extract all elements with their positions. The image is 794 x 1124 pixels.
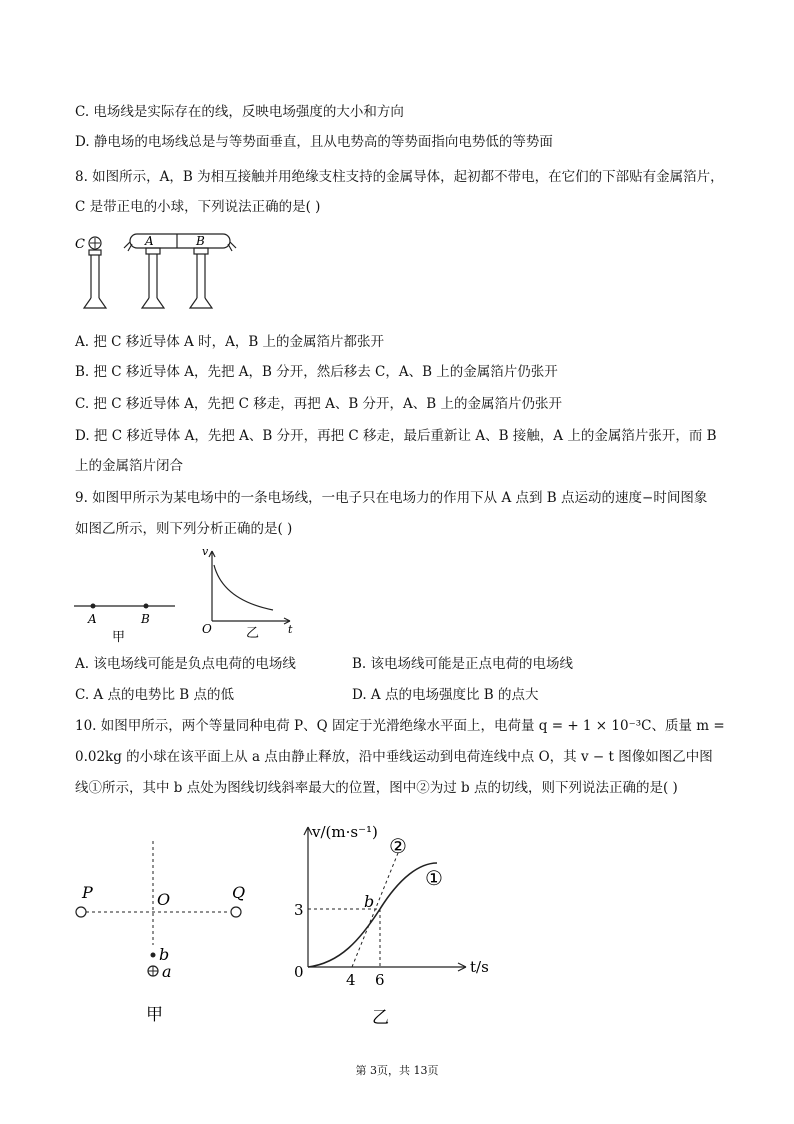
stand-b (190, 248, 212, 308)
q9-label-o: O (202, 622, 212, 636)
q10-label-b: b (159, 945, 170, 964)
q10-stem-line2: 0.02kg 的小球在该平面上从 a 点由静止释放，沿中垂线运动到电荷连线中点 O，其 v − t 图像如图乙中图 (75, 749, 713, 765)
velocity-curve (214, 565, 273, 610)
q9-fig-jia (72, 545, 182, 645)
q10-label-curve1: ① (425, 866, 443, 890)
q10-caption-yi: 乙 (372, 1008, 389, 1028)
option-c-prev: C. 电场线是实际存在的线，反映电场强度的大小和方向 (75, 104, 404, 120)
point-b (144, 604, 149, 609)
q9-option-c: C. A 点的电势比 B 点的低 (75, 687, 234, 703)
q8-option-d-line2: 上的金属箔片闭合 (75, 458, 183, 474)
q8-figure (72, 228, 242, 318)
q8-label-b: B (196, 234, 205, 248)
q8-stem-line1: 8. 如图所示，A，B 为相互接触并用绝缘支柱支持的金属导体，起初都不带电，在它们的下部贴有金属箔片， (75, 169, 724, 185)
q10-label-q: Q (232, 883, 246, 902)
q10-label-b: b (364, 892, 375, 911)
page-footer: 第 3页，共 13页 (355, 1064, 439, 1077)
q9-stem-line1: 9. 如图甲所示为某电场中的一条电场线，一电子只在电场力的作用下从 A 点到 B 点运动的速度−时间图象 (75, 490, 708, 506)
q9-stem-line2: 如图乙所示，则下列分析正确的是( ) (75, 521, 293, 537)
point-b (151, 953, 156, 958)
q10-label-a: a (162, 962, 172, 981)
q10-tick-origin: 0 (294, 963, 304, 981)
q10-label-o: O (157, 890, 171, 909)
option-d-prev: D. 静电场的电场线总是与等势面垂直，且从电势高的等势面指向电势低的等势面 (75, 134, 553, 150)
q9-option-b: B. 该电场线可能是正点电荷的电场线 (352, 656, 574, 672)
tangent-line-2 (352, 853, 398, 967)
q10-tick-v3: 3 (294, 901, 304, 919)
conductor-ab (124, 234, 236, 251)
q10-fig-yi (280, 815, 520, 1030)
q9-fig-yi (198, 545, 308, 645)
charge-p (76, 907, 86, 917)
q10-ylabel: v/(m·s⁻¹) (312, 823, 378, 841)
q9-option-a: A. 该电场线可能是负点电荷的电场线 (75, 656, 296, 672)
q9-option-d: D. A 点的电场强度比 B 的点大 (352, 687, 539, 703)
q10-xlabel: t/s (470, 958, 489, 976)
q8-label-c: C (75, 237, 85, 252)
q9-label-t: t (288, 623, 293, 636)
q10-fig-jia (72, 835, 252, 1030)
q9-label-b: B (141, 612, 150, 626)
charge-q (231, 907, 241, 917)
q10-tick-t4: 4 (346, 971, 356, 989)
q8-option-d-line1: D. 把 C 移近导体 A，先把 A、B 分开，再把 C 移走，最后重新让 A、B 接触，A 上的金属箔片张开，而 B (75, 428, 717, 444)
q10-stem-line3: 线①所示，其中 b 点处为图线切线斜率最大的位置，图中②为过 b 点的切线，则下列说法正确的是( ) (75, 780, 678, 796)
q8-option-b: B. 把 C 移近导体 A，先把 A，B 分开，然后移去 C，A、B 上的金属箔片仍张开 (75, 364, 558, 380)
point-a (91, 604, 96, 609)
q8-label-a: A (145, 234, 154, 248)
q10-label-line2: ② (389, 834, 407, 858)
q9-label-v: v (202, 545, 209, 558)
q9-caption-jia: 甲 (112, 630, 126, 645)
stand-c (84, 250, 106, 308)
stand-a (142, 248, 164, 308)
q10-tick-t6: 6 (375, 971, 385, 989)
q9-caption-yi: 乙 (246, 626, 260, 641)
q10-stem-line1: 10. 如图甲所示，两个等量同种电荷 P、Q 固定于光滑绝缘水平面上，电荷量 q = + 1 × 10⁻³C、质量 m = (75, 718, 725, 734)
q8-stem-line2: C 是带正电的小球，下列说法正确的是( ) (75, 199, 321, 215)
q10-caption-jia: 甲 (146, 1005, 163, 1025)
q8-option-c: C. 把 C 移近导体 A，先把 C 移走，再把 A、B 分开，A、B 上的金属箔片仍张开 (75, 396, 563, 412)
q8-option-a: A. 把 C 移近导体 A 时，A，B 上的金属箔片都张开 (75, 334, 385, 350)
q10-label-p: P (82, 883, 93, 902)
q9-label-a: A (88, 612, 97, 626)
